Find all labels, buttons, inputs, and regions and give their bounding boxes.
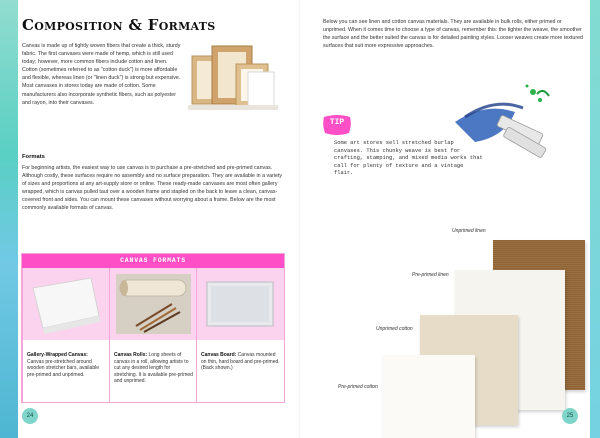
right-intro-paragraph: Below you can see linen and cotton canvas materials. They are available in bulk rolls, either primed or unprimed. When it comes time to choose a type of canvas, remember this: the tighter the weave, the smoother the surface and the better suited the canvas is for detailed painting styles. Looser weaves create more textured surfaces that suit more expressive approaches. — [323, 19, 583, 50]
stacked-canvases-photo — [188, 42, 278, 110]
gallery-wrapped-canvas-image — [23, 268, 110, 340]
format-cell-canvas-board — [196, 268, 284, 402]
table-heading: CANVAS FORMATS — [22, 254, 284, 268]
swatch-pre-primed-cotton — [383, 355, 475, 438]
tip-text: Some art stores sell stretched burlap canvases. This chunky weave is best for crafting, stamping, and mixed media works that call for plenty of texture and a vintage flair. — [334, 140, 483, 176]
canvas-formats-table — [22, 254, 284, 402]
format-cell-canvas-rolls — [109, 268, 197, 402]
label-pre-primed-linen: Pre-primed linen — [412, 272, 449, 278]
label-unprimed-cotton: Unprimed cotton — [376, 326, 413, 332]
page-title: Composition & Formats — [22, 16, 216, 34]
label-unprimed-linen: Unprimed linen — [452, 228, 486, 234]
intro-paragraph: Canvas is made up of tightly woven fibers that create a thick, sturdy fabric. The first canvases were made of hemp, which is still used today; however, more common fibers include cotton and linen. Cotton (sometimes referred to as "cotton duck") is more affordable and flexible, whereas linen (or "linen duck") is strong but expensive. Most canvases in stores today are made of cotton. Some manufacturers also incorporate synthetic fibers, such as polyester and rayon, into their canvases. — [22, 43, 181, 106]
page-number-left: 24 — [22, 408, 38, 424]
canvas-board-title: Canvas Board: — [201, 352, 237, 358]
canvas-rolls-image — [110, 268, 197, 340]
watercolor-edge-left — [0, 0, 18, 438]
watercolor-edge-right — [590, 0, 600, 438]
format-cell-gallery-wrapped — [22, 268, 110, 402]
canvas-rolls-text: Long sheets of canvas in a roll, allowing artists to cut any desired length for stretching. It is available pre-primed and unprimed. — [114, 352, 193, 384]
canvas-board-text: Canvas mounted on thin, hard board and pre-primed. (Back shown.) — [201, 352, 280, 371]
formats-paragraph: For beginning artists, the easiest way to use canvas is to purchase a pre-stretched and pre-primed canvas. Although costly, these surfaces require no assembly and no surface preparation. They are available in a variety of sizes and proportions at any art-supply store or online. These ready-made canvases are most often gallery wrapped, which is canvas pulled taut over a wooden frame and stapled on the back to leave a clean, canvas-covered front and sides. You can mount these canvases without worrying about a frame. Below are the most commonly available formats of canvas. — [22, 165, 283, 212]
page-gutter — [299, 0, 301, 438]
tip-label: TIP — [329, 118, 345, 127]
gallery-wrapped-text: Canvas pre-stretched around wooden stretcher bars, available pre-primed and unprimed. — [27, 358, 99, 378]
canvas-rolls-title: Canvas Rolls: — [114, 352, 148, 358]
gallery-wrapped-title: Gallery-Wrapped Canvas: — [27, 352, 88, 358]
page-number-right: 25 — [562, 408, 578, 424]
formats-heading: Formats — [22, 154, 45, 160]
canvas-board-image — [197, 268, 284, 340]
label-pre-primed-cotton: Pre-primed cotton — [338, 384, 378, 390]
